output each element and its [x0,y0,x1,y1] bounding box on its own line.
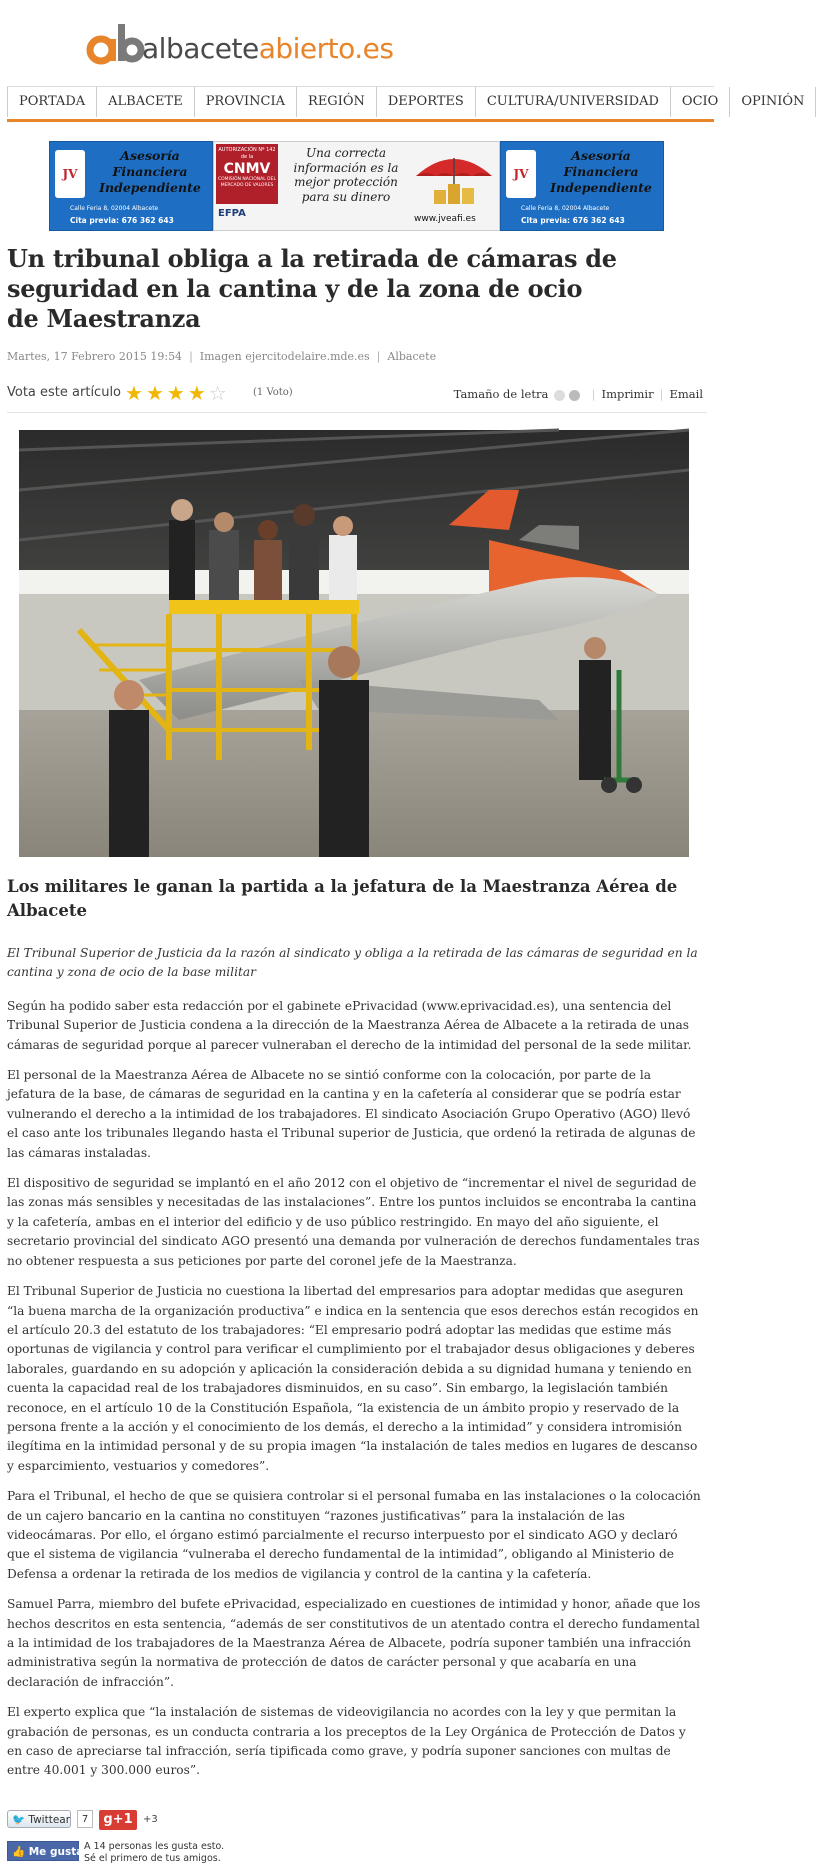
cnmv-badge: AUTORIZACIÓN Nº 142 de la CNMV COMISIÓN NACIONAL DEL MERCADO DE VALORES [216,144,278,204]
article-meta: Martes, 17 Febrero 2015 19:54 | Imagen ejercitodelaire.mde.es | Albacete [7,350,437,363]
vote-label: Vota este artículo [7,385,122,400]
email-link[interactable]: Email [669,387,703,401]
ad-title: Asesoría Financiera Independiente [99,148,201,195]
image-credit: Imagen ejercitodelaire.mde.es [199,350,370,363]
star-icon[interactable]: ★ [145,381,167,405]
umbrella-coins-icon [412,148,496,208]
nav-item-ocio[interactable]: OCIO [671,87,730,117]
ad-left-panel [49,141,213,231]
article-paragraph: El experto explica que “la instalación de sistemas de videovigilancia no acordes con la ley y que permitan la grabación de personas, es un conducta contraria a los preceptos de la Ley Orgánica de Protección de Datos y en caso de apreciarse tal infracción, sería tipificada como grave, y podría suponer sanciones con multas de entre 40.001 y 300.000 euros”. [7,1705,686,1778]
ad-right-panel [500,141,664,231]
star-empty-icon[interactable]: ☆ [208,381,230,405]
efpa-logo: EFPA [218,208,246,219]
ad-phone: Cita previa: 676 362 643 [521,216,625,225]
ad-address: Calle Feria 8, 02004 Albacete [521,205,610,212]
star-icon[interactable]: ★ [125,381,146,405]
nav-item-region[interactable]: REGIÓN [297,87,377,117]
article-paragraph: Samuel Parra, miembro del bufete ePrivacidad, especializado en cuestiones de intimidad y honor, añade que los hechos descritos en esta sentencia, “además de ser constitutivos de un atentado contra el derecho fundamental a la intimidad de los trabajadores de la Maestranza Aérea de Albacete, podría suponer también una infracción administrativa según la normativa de protección de datos de carácter personal y que acabaría en una declaración de infracción”. [7,1597,701,1689]
google-plus-button[interactable]: g+1 [99,1810,137,1830]
article-date: Martes, 17 Febrero 2015 19:54 [7,350,183,363]
article-lead: El Tribunal Superior de Justicia da la razón al sindicato y obliga a la retirada de las cámaras de seguridad en la cantina y zona de ocio de la base militar [7,946,698,980]
ad-address: Calle Feria 8, 02004 Albacete [70,205,159,212]
ad-banner[interactable] [49,141,665,231]
article-paragraph: Para el Tribunal, el hecho de que se quisiera controlar si el personal fumaba en las instalaciones o la colocación de un cajero bancario en la cantina no constituyen “razones justificativas” para la instalación de las videocámaras. Por ello, el órgano estimó parcialmente el recurso interpuesto por el sindicato AGO y declaró que el sistema de vigilancia “vulneraba el derecho fundamental de la intimidad”, obligando al Ministerio de Defensa a ordenar la retirada de los medios de vigilancia y control de la cantina y la cafetería. [7,1489,701,1581]
article-category-link[interactable]: Albacete [387,350,437,363]
twitter-button[interactable]: 🐦 Twittear [7,1810,71,1828]
article-paragraph: El Tribunal Superior de Justicia no cuestiona la libertad del empresarios para adoptar medidas que aseguren “la buena marcha de la organización productiva” e indica en la sentencia que esos derechos están recogidos en el artículo 20.3 del estatuto de los trabajadores: “El empresario podrá adoptar las medidas que estime más oportunas de vigilancia y control para verificar el cumplimiento por el trabajador desus obligaciones y deberes laborales, guardando en su adopción y aplicación la consideración debida a su dignidad humana y teniendo en cuenta la capacidad real de los trabajadores disminuidos, en su caso”. Sin embargo, la legislación también reconoce, en el artículo 10 de la Constitución Española, “la existencia de un ámbito propio y reservado de la persona frente a la acción y el conocimiento de los demás, el derecho a la intimidad” y considera intromisión ilegítima en la intimidad personal y de su propia imagen “la instalación de tales medios en lugares de descanso y esparcimiento, vestuarios y comedores”. [7,1284,699,1473]
font-decrease-icon[interactable] [554,390,565,401]
twitter-count: 7 [77,1810,93,1828]
ad-phone: Cita previa: 676 362 643 [70,216,174,225]
nav-item-provincia[interactable]: PROVINCIA [195,87,297,117]
nav-item-albacete[interactable]: ALBACETE [97,87,195,117]
article-title: Un tribunal obliga a la retirada de cámaras de seguridad en la cantina y de la zona de ocio de Maestranza [7,244,617,333]
article-toolbar [7,380,707,413]
nav-item-cultura[interactable]: CULTURA/UNIVERSIDAD [476,87,671,117]
thumbs-up-icon: 👍 [12,1846,26,1858]
ad-center-panel [213,141,500,231]
facebook-like-text: A 14 personas les gusta esto. Sé el primero de tus amigos. [84,1841,225,1864]
star-icon[interactable]: ★ [187,381,209,405]
facebook-like-button[interactable]: 👍 Me gusta [7,1841,79,1861]
star-icon[interactable]: ★ [166,381,188,405]
font-size-label: Tamaño de letra [453,387,549,401]
article-body [7,944,703,1792]
nav-item-deportes[interactable]: DEPORTES [377,87,476,117]
print-link[interactable]: Imprimir [601,387,654,401]
nav-item-portada[interactable]: PORTADA [7,87,97,117]
site-logo[interactable] [84,20,464,70]
article-photo [19,430,689,857]
article-paragraph: El dispositivo de seguridad se implantó en el año 2012 con el objetivo de “incrementar el nivel de seguridad de las zonas más sensibles y necesitadas de las instalaciones”. Entre los puntos incluidos se encontraba la cantina y la cafetería, ambas en el interior del edificio y de uso público restringido. En mayo del año siguiente, el secretario provincial del sindicato AGO presentó una demanda por vulneración de derechos fundamentales tras no obtener respuesta a sus peticiones por parte del coronel jefe de la Maestranza. [7,1176,700,1268]
ad-title: Asesoría Financiera Independiente [550,148,652,195]
site-name: albaceteabierto.es [142,32,394,65]
article-tools: Tamaño de letra | Imprimir | Email [453,387,703,401]
article-paragraph: El personal de la Maestranza Aérea de Albacete no se sintió conforme con la colocación, por parte de la jefatura de la base, de cámaras de seguridad en la cantina y en la cafetería al considerar que se podría estar vulnerando el derecho a la intimidad de los trabajadores. El sindicato Asociación Grupo Operativo (AGO) llevó el caso ante los tribunales llegando hasta el Tribunal superior de Justicia, que ordenó la retirada de algunas de las cámaras instaladas. [7,1068,696,1160]
twitter-bird-icon: 🐦 [12,1814,26,1826]
logo-mark-icon [84,20,144,70]
main-nav [7,86,805,122]
google-plus-count: +3 [143,1814,158,1825]
article-subtitle: Los militares le ganan la partida a la jefatura de la Maestranza Aérea de Albacete [7,877,678,920]
rating-stars[interactable] [125,382,230,404]
ad-slogan: Una correcta información es la mejor protección para su dinero [293,146,399,204]
nav-item-opinion[interactable]: OPINIÓN [730,87,816,117]
vote-count: (1 Voto) [253,387,293,398]
article-paragraph: Según ha podido saber esta redacción por el gabinete ePrivacidad (www.eprivacidad.es), una sentencia del Tribunal Superior de Justicia condena a la dirección de la Maestranza Aérea de Albacete a la retirada de unas cámaras de seguridad porque al parecer vulneraban el derecho de la intimidad del personal de la sede militar. [7,998,692,1052]
ad-logo-icon: JV [506,150,536,198]
ad-logo-icon: JV [55,150,85,198]
font-increase-icon[interactable] [569,390,580,401]
ad-website: www.jveafi.es [414,214,476,224]
